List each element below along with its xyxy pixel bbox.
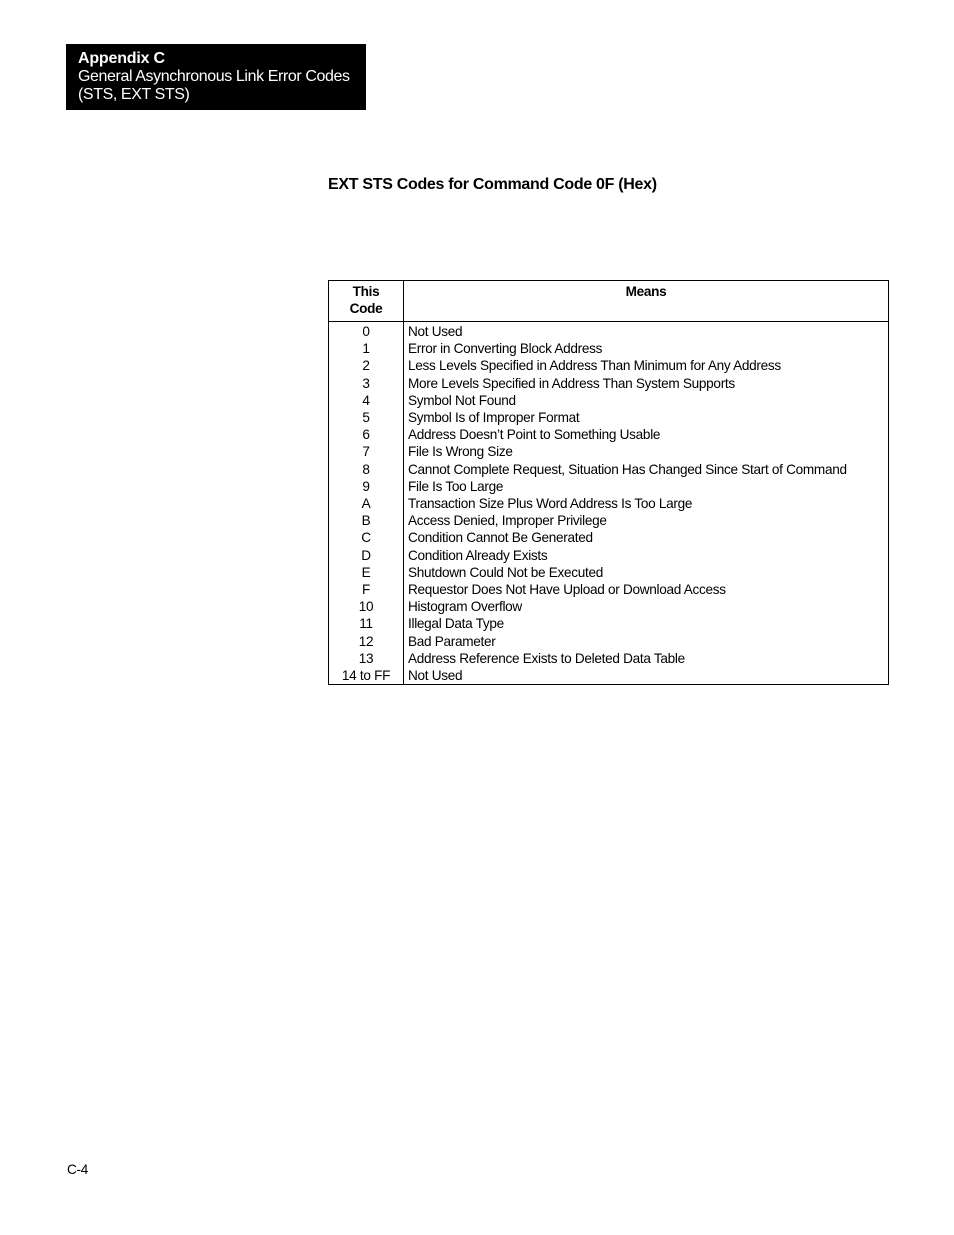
code-cell: B: [329, 512, 404, 529]
table-header-row: [329, 281, 889, 322]
means-cell: More Levels Specified in Address Than System Supports: [404, 375, 889, 392]
means-cell: Requestor Does Not Have Upload or Download Access: [404, 581, 889, 598]
code-cell: 8: [329, 461, 404, 478]
means-cell: Histogram Overflow: [404, 598, 889, 615]
means-cell: Address Reference Exists to Deleted Data Table: [404, 650, 889, 667]
table-row: [329, 615, 889, 632]
means-cell: Cannot Complete Request, Situation Has Changed Since Start of Command: [404, 461, 889, 478]
table-row: [329, 426, 889, 443]
column-header-code-line-2: Code: [349, 301, 383, 316]
means-cell: File Is Wrong Size: [404, 443, 889, 460]
code-cell: 3: [329, 375, 404, 392]
table-row: [329, 409, 889, 426]
code-cell: 1: [329, 340, 404, 357]
table-body: [329, 322, 889, 685]
appendix-header: [66, 44, 366, 110]
means-cell: Condition Already Exists: [404, 547, 889, 564]
table-row: [329, 340, 889, 357]
code-cell: F: [329, 581, 404, 598]
code-cell: 2: [329, 357, 404, 374]
code-cell: 7: [329, 443, 404, 460]
means-cell: Illegal Data Type: [404, 615, 889, 632]
page-number: C-4: [67, 1162, 89, 1177]
means-cell: Symbol Not Found: [404, 392, 889, 409]
table-row: [329, 461, 889, 478]
means-cell: Not Used: [404, 667, 889, 685]
code-cell: E: [329, 564, 404, 581]
means-cell: Condition Cannot Be Generated: [404, 529, 889, 546]
code-cell: 13: [329, 650, 404, 667]
table-row: [329, 357, 889, 374]
appendix-subtitle-line-2: (STS, EXT STS): [78, 86, 190, 103]
column-header-means: Means: [404, 281, 889, 322]
code-cell: C: [329, 529, 404, 546]
means-cell: Error in Converting Block Address: [404, 340, 889, 357]
code-cell: 0: [329, 322, 404, 341]
appendix-subtitle-line-1: General Asynchronous Link Error Codes: [78, 68, 350, 85]
code-cell: 10: [329, 598, 404, 615]
code-cell: D: [329, 547, 404, 564]
means-cell: Symbol Is of Improper Format: [404, 409, 889, 426]
table-row: [329, 667, 889, 685]
table-row: [329, 375, 889, 392]
appendix-label: Appendix C: [78, 50, 165, 67]
code-cell: A: [329, 495, 404, 512]
code-cell: 6: [329, 426, 404, 443]
table-row: [329, 581, 889, 598]
column-header-code-line-1: This: [352, 284, 380, 299]
table-row: [329, 564, 889, 581]
table-row: [329, 633, 889, 650]
means-cell: Shutdown Could Not be Executed: [404, 564, 889, 581]
means-cell: Less Levels Specified in Address Than Minimum for Any Address: [404, 357, 889, 374]
table-row: [329, 529, 889, 546]
code-cell: 14 to FF: [329, 667, 404, 685]
section-title: EXT STS Codes for Command Code 0F (Hex): [328, 176, 657, 193]
table-row: [329, 598, 889, 615]
means-cell: Bad Parameter: [404, 633, 889, 650]
ext-sts-codes-table: [328, 280, 889, 685]
means-cell: Address Doesn’t Point to Something Usable: [404, 426, 889, 443]
table-row: [329, 495, 889, 512]
table-row: [329, 650, 889, 667]
code-cell: 5: [329, 409, 404, 426]
means-cell: Transaction Size Plus Word Address Is Too Large: [404, 495, 889, 512]
table-row: [329, 322, 889, 341]
table-row: [329, 392, 889, 409]
table-row: [329, 443, 889, 460]
code-cell: 9: [329, 478, 404, 495]
code-cell: 12: [329, 633, 404, 650]
means-cell: File Is Too Large: [404, 478, 889, 495]
table-row: [329, 547, 889, 564]
code-cell: 4: [329, 392, 404, 409]
means-cell: Not Used: [404, 322, 889, 341]
table-row: [329, 512, 889, 529]
means-cell: Access Denied, Improper Privilege: [404, 512, 889, 529]
table-row: [329, 478, 889, 495]
code-cell: 11: [329, 615, 404, 632]
column-header-code: [329, 281, 404, 322]
